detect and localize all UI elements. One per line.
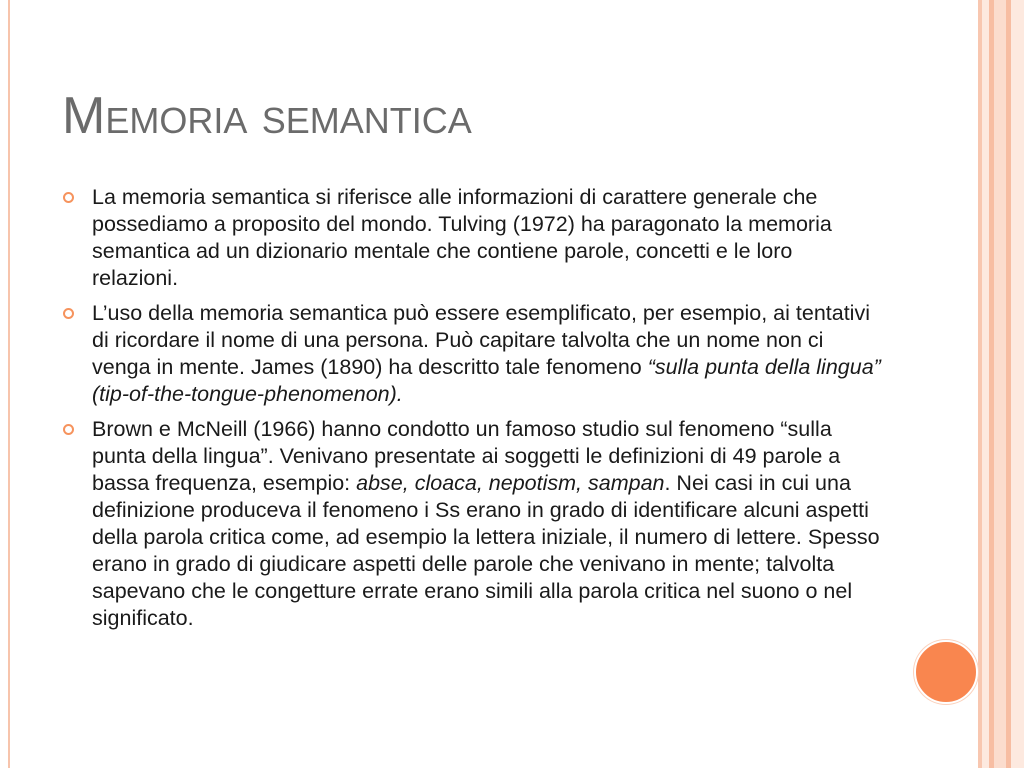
- slide-title: Memoria semantica: [62, 87, 472, 145]
- bullet-item: [62, 184, 882, 292]
- decorative-stripe: [982, 0, 989, 768]
- bullet-item: [62, 300, 882, 408]
- bullet-text: Brown e McNeill (1966) hanno condotto un famoso studio sul fenomeno “sulla punta della lingua”. Venivano presentate ai soggetti le definizioni di 49 parole a bassa frequenza, esempio: abse, cloaca, nepotism, sampan. Nei casi in cui una definizione produceva il fenomeno i Ss erano in grado di identificare alcuni aspetti della parola critica come, ad esempio la lettera iniziale, il numero di lettere. Spesso erano in grado di giudicare aspetti delle parole che venivano in mente; talvolta sapevano che le congetture errate erano simili alla parola critica nel suono o nel significato.: [92, 417, 880, 630]
- decorative-stripe: [994, 0, 1006, 768]
- circle-bullet-icon: [63, 308, 74, 319]
- left-border-line: [8, 0, 10, 768]
- bullet-text: L’uso della memoria semantica può essere esemplificato, per esempio, ai tentativi di ricordare il nome di una persona. Può capitare talvolta che un nome non ci venga in mente. James (1890) ha descritto tale fenomeno “sulla punta della lingua” (tip-of-the-tongue-phenomenon).: [92, 301, 881, 406]
- circle-bullet-icon: [63, 192, 74, 203]
- italic-examples: abse, cloaca, nepotism, sampan: [356, 471, 665, 495]
- italic-phrase: “sulla punta della lingua” (tip-of-the-tongue-phenomenon).: [92, 355, 881, 406]
- bullet-item: [62, 416, 882, 632]
- accent-circle: [914, 640, 978, 704]
- bullet-list: [62, 184, 882, 640]
- decorative-stripe: [1011, 0, 1024, 768]
- circle-bullet-icon: [63, 424, 74, 435]
- bullet-text: La memoria semantica si riferisce alle informazioni di carattere generale che possediamo a proposito del mondo. Tulving (1972) ha paragonato la memoria semantica ad un dizionario mentale che contiene parole, concetti e le loro relazioni.: [92, 185, 832, 290]
